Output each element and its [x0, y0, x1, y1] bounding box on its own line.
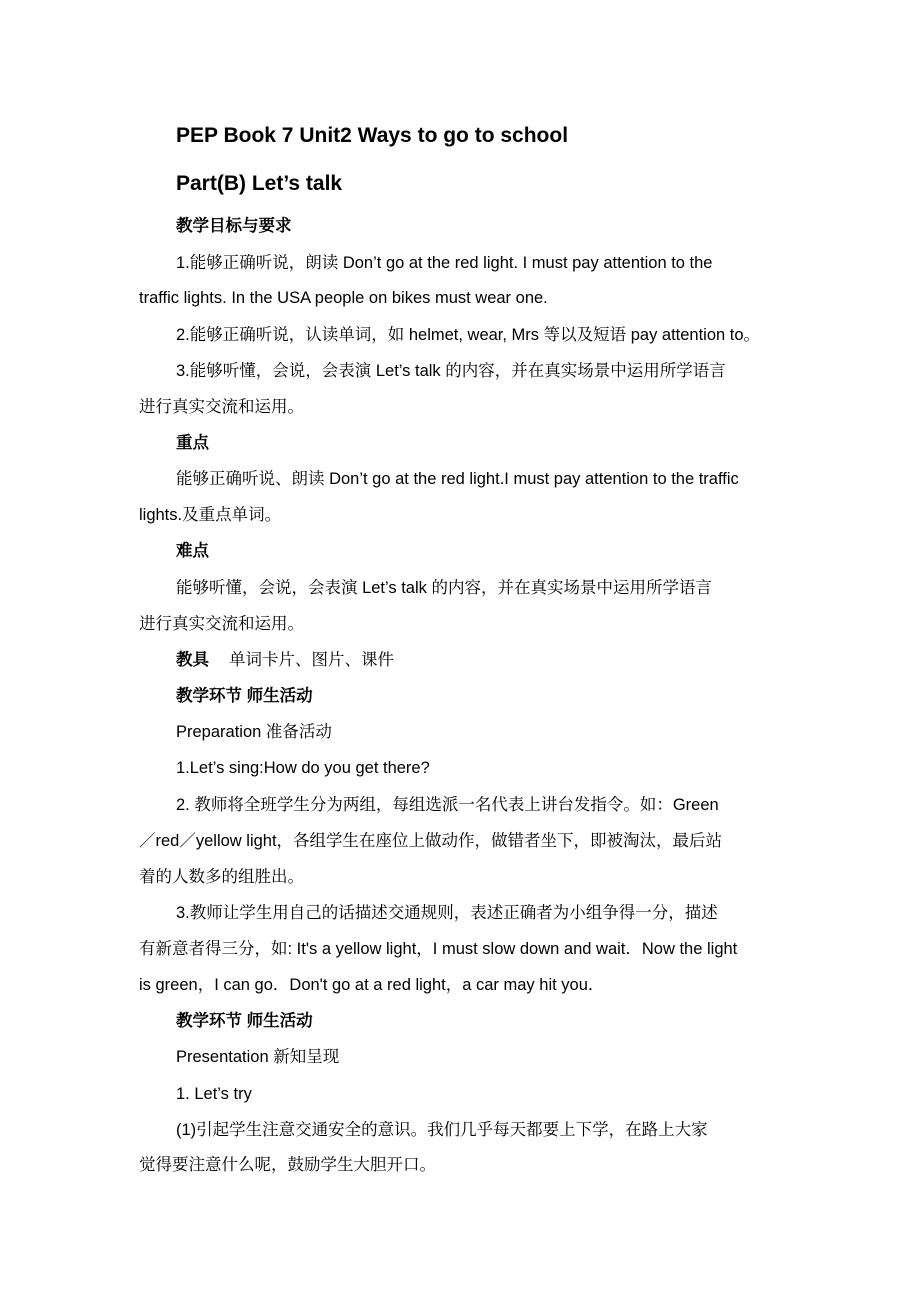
section-heading — [176, 216, 292, 236]
paragraph-line — [176, 795, 719, 815]
paragraph-line — [139, 614, 304, 634]
paragraph-line — [176, 253, 712, 273]
paragraph-line — [176, 722, 332, 742]
line-text: Preparation 准备活动 — [176, 723, 332, 741]
line-text: lights.及重点单词。 — [139, 506, 282, 524]
section-heading — [176, 686, 313, 706]
line-text: 教具 — [176, 651, 209, 669]
paragraph-line — [176, 361, 726, 381]
line-text: 教学环节 师生活动 — [176, 1012, 313, 1030]
line-text: 着的人数多的组胜出。 — [139, 868, 304, 886]
line-suffix: 单词卡片、图片、课件 — [229, 651, 394, 669]
line-text: 进行真实交流和运用。 — [139, 398, 304, 416]
paragraph-line — [139, 505, 281, 525]
line-text: is green，I can go．Don't go at a red light，a car may hit you． — [139, 976, 605, 994]
section-heading — [176, 1011, 313, 1031]
document-title: PEP Book 7 Unit2 Ways to go to school — [176, 124, 569, 147]
paragraph-line — [139, 831, 722, 851]
line-text: 能够听懂，会说，会表演 Let’s talk 的内容，并在真实场景中运用所学语言 — [176, 579, 712, 597]
paragraph-line — [176, 1084, 252, 1104]
line-text: ／red／yellow light，各组学生在座位上做动作，做错者坐下，即被淘汰，最后站 — [139, 832, 723, 850]
line-text: 教学环节 师生活动 — [176, 687, 313, 705]
line-text: 有新意者得三分，如: It's a yellow light，I must slow down and wait．Now the light — [139, 940, 738, 958]
line-text: 2. 教师将全班学生分为两组，每组选派一名代表上讲台发指令。如：Green — [176, 796, 719, 814]
line-text: 1. Let’s try — [176, 1085, 252, 1103]
paragraph-line — [139, 975, 604, 995]
paragraph-line — [176, 469, 739, 489]
line-text: (1)引起学生注意交通安全的意识。我们几乎每天都要上下学，在路上大家 — [176, 1121, 708, 1139]
paragraph-line — [176, 325, 760, 345]
section-heading — [176, 650, 394, 670]
line-text: 教学目标与要求 — [176, 217, 292, 235]
paragraph-line — [176, 758, 430, 778]
line-text: 觉得要注意什么呢，鼓励学生大胆开口。 — [139, 1156, 436, 1174]
section-heading — [176, 433, 209, 453]
line-text: 1.能够正确听说，朗读 Don’t go at the red light. I must pay attention to the — [176, 254, 713, 272]
line-text: 1.Let’s sing:How do you get there? — [176, 759, 430, 777]
line-text: 重点 — [176, 434, 209, 452]
line-text: 进行真实交流和运用。 — [139, 615, 304, 633]
line-text: 3.教师让学生用自己的话描述交通规则，表述正确者为小组争得一分，描述 — [176, 904, 718, 922]
paragraph-line — [139, 867, 304, 887]
document-subtitle: Part(B) Let’s talk — [176, 172, 343, 195]
paragraph-line — [139, 939, 737, 959]
line-text: Presentation 新知呈现 — [176, 1048, 340, 1066]
paragraph-line — [176, 1120, 708, 1140]
paragraph-line — [139, 288, 548, 308]
line-text: 能够正确听说、朗读 Don’t go at the red light.I must pay attention to the traffic — [176, 470, 739, 488]
paragraph-line — [176, 1047, 339, 1067]
paragraph-line — [176, 578, 712, 598]
line-text: traffic lights. In the USA people on bikes must wear one. — [139, 289, 548, 307]
paragraph-line — [139, 1155, 436, 1175]
paragraph-line — [139, 397, 304, 417]
paragraph-line — [176, 903, 718, 923]
line-text: 2.能够正确听说，认读单词，如 helmet, wear, Mrs 等以及短语 pay attention to。 — [176, 326, 761, 344]
line-text: 3.能够听懂，会说，会表演 Let’s talk 的内容，并在真实场景中运用所学语言 — [176, 362, 726, 380]
line-text: 难点 — [176, 542, 209, 560]
section-heading — [176, 541, 209, 561]
